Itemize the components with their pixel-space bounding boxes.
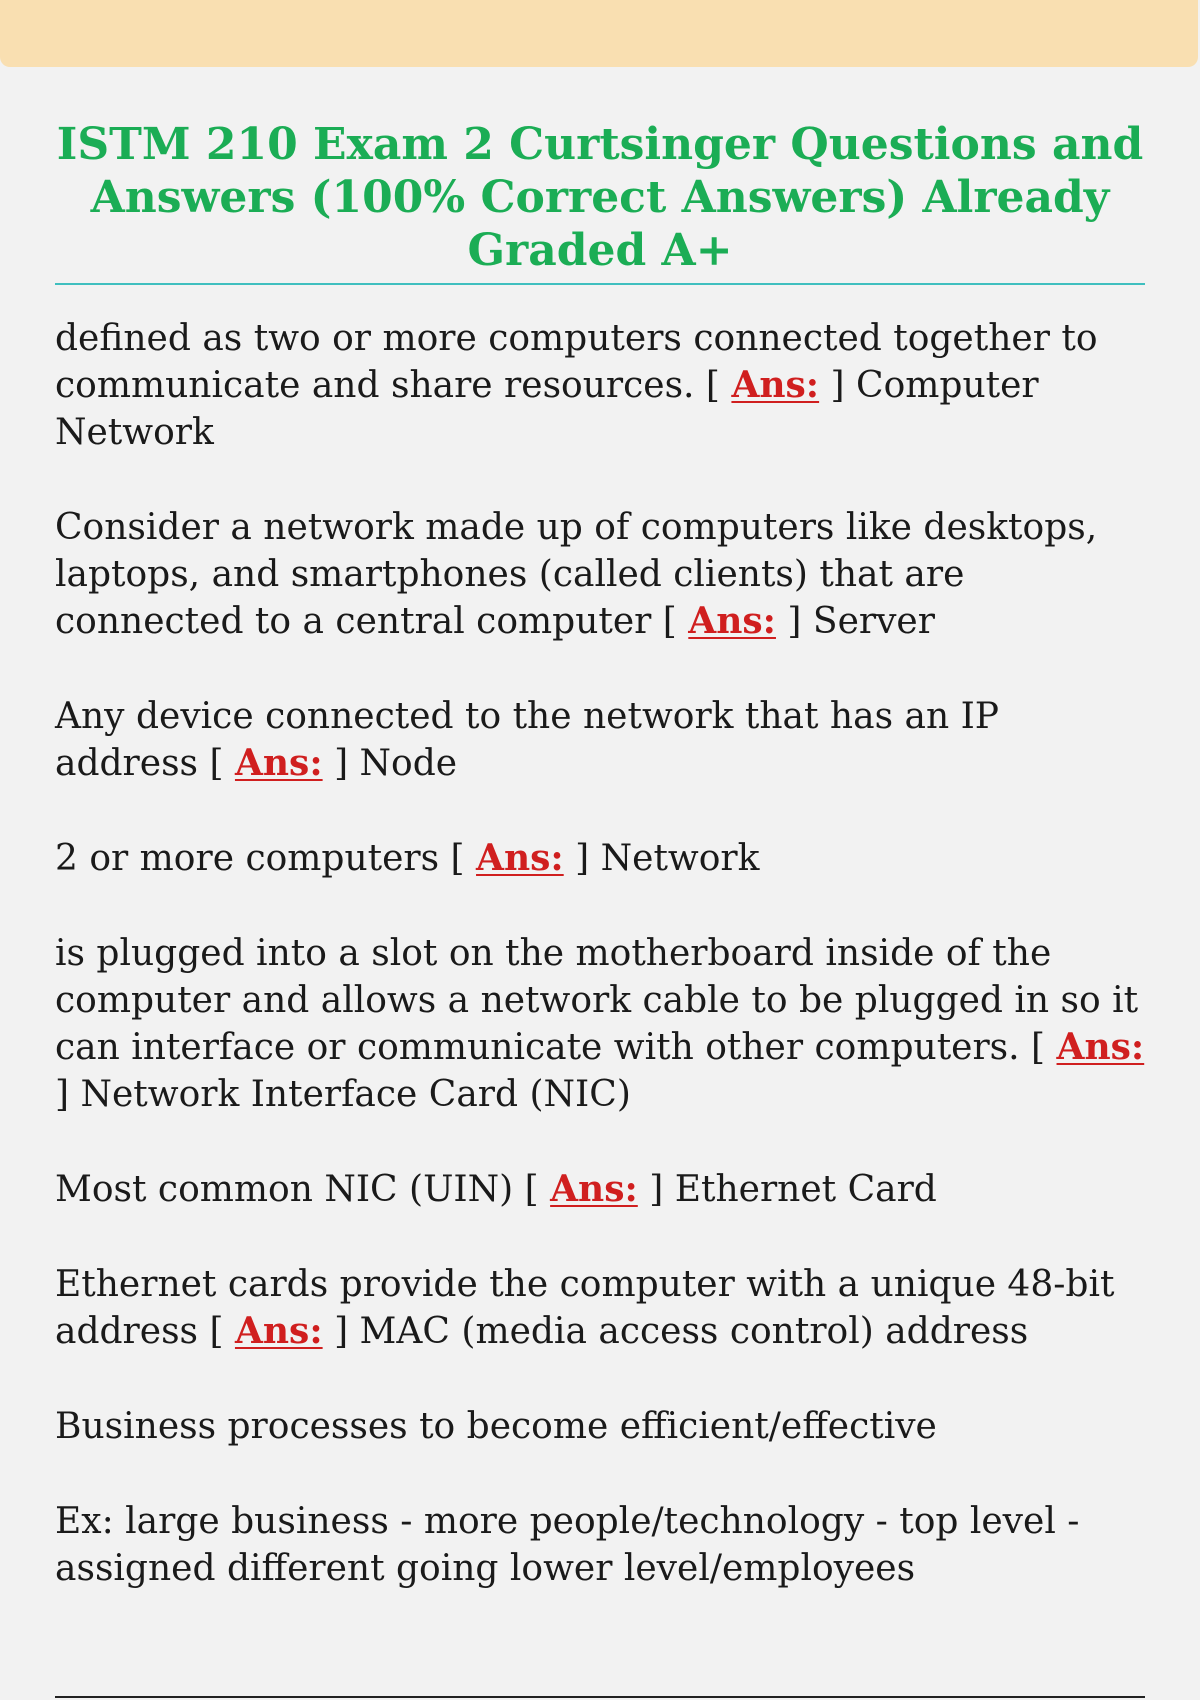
body-paragraph: Ex: large business - more people/technology - top level - assigned different going lower level/employees — [55, 1501, 1080, 1589]
question-text: is plugged into a slot on the motherboard inside of the computer and allows a network cable to be plugged in so it can interface or communicate with other computers. [ — [55, 933, 1139, 1068]
question-text: Consider a network made up of computers like desktops, laptops, and smartphones (called clients) that are connected to a central computer [ — [55, 507, 1098, 642]
question-text: Most common NIC (UIN) [ — [55, 1169, 551, 1210]
bottom-divider — [55, 1696, 1145, 1698]
question-text: 2 or more computers [ — [55, 838, 477, 879]
qa-item — [55, 693, 1145, 787]
answer-text: ] Server — [775, 601, 935, 642]
answer-text: ] Node — [322, 743, 458, 784]
answer-text: ] Ethernet Card — [637, 1169, 937, 1210]
ans-label: Ans: — [234, 1310, 323, 1352]
question-text: Any device connected to the network that has an IP address [ — [55, 696, 1000, 784]
body-paragraph: Business processes to become efficient/effective — [55, 1406, 937, 1447]
answer-text: ] Network Interface Card (NIC) — [55, 1074, 631, 1115]
qa-item — [55, 504, 1145, 645]
question-text: defined as two or more computers connected together to communicate and share resources. [ — [55, 318, 1098, 406]
ans-label: Ans: — [1056, 1026, 1145, 1068]
ans-label: Ans: — [234, 742, 323, 784]
answer-text: ] MAC (media access control) address — [322, 1311, 1029, 1352]
answer-text: ] Network — [563, 838, 760, 879]
answer-text: ] Computer Network — [55, 365, 1039, 453]
ans-label: Ans: — [731, 364, 820, 406]
qa-item — [55, 1166, 1145, 1213]
ans-label: Ans: — [550, 1168, 638, 1210]
ans-label: Ans: — [688, 600, 776, 642]
ans-label: Ans: — [476, 837, 564, 879]
page-title: ISTM 210 Exam 2 Curtsinger Questions and Answers (100% Correct Answers) Already Graded A+ — [55, 118, 1145, 285]
top-banner — [0, 0, 1198, 67]
document-page — [55, 118, 1145, 1640]
question-text: Ethernet cards provide the computer with a unique 48-bit address [ — [55, 1264, 1115, 1352]
qa-item — [55, 930, 1145, 1118]
qa-item — [55, 315, 1145, 456]
qa-item — [55, 1261, 1145, 1355]
qa-list — [55, 315, 1145, 1592]
qa-item — [55, 835, 1145, 882]
